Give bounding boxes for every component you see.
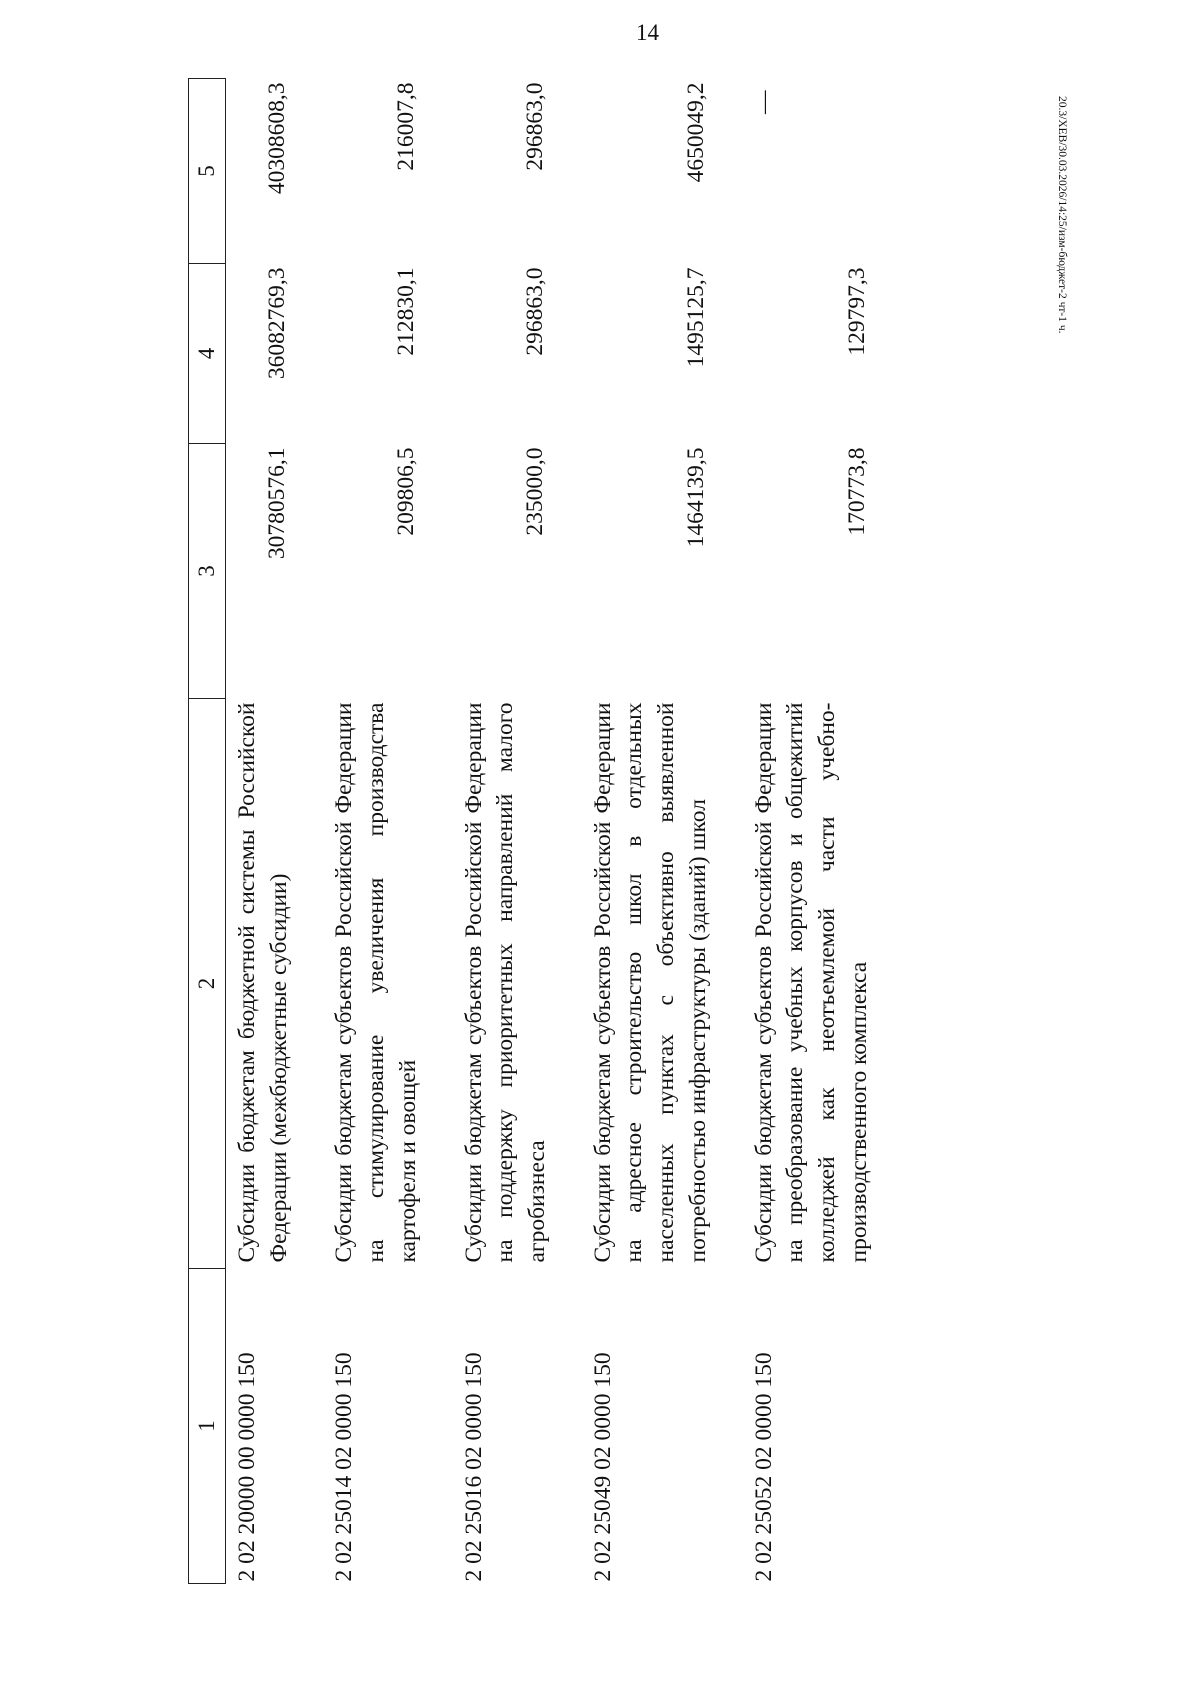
- value-col5: 4650049,2: [682, 82, 709, 183]
- value-col4: 212830,1: [392, 267, 419, 356]
- value-col4: 296863,0: [522, 267, 549, 356]
- value-col3: 1464139,5: [682, 447, 709, 548]
- row-description: Субсидии бюджетам субъектов Российской Федерации на преобразование учебных корпусов и общежитий колледжей как неотъемлемой части учебно-производственного комплекса: [750, 702, 872, 1263]
- table-row: [323, 79, 452, 1584]
- budget-code: 2 02 20000 00 0000 150: [234, 1352, 260, 1582]
- document-footer-code: 20.3/ХЕВ/30.03.2026/14:25/изм-бюджет-2 чт-1 ч.: [1056, 96, 1068, 334]
- dash-mark: —: [750, 90, 777, 114]
- page-number: 14: [636, 20, 659, 45]
- table-row: [743, 79, 904, 1584]
- row-description: Субсидии бюджетам субъектов Российской Федерации на стимулирование увеличения производства картофеля и овощей: [331, 702, 421, 1263]
- table-header-row: [189, 79, 226, 1584]
- value-col5: 216007,8: [392, 82, 419, 171]
- column-header: 3: [189, 444, 226, 699]
- budget-code: 2 02 25049 02 0000 150: [589, 1352, 616, 1582]
- value-col4: 129797,3: [843, 267, 870, 356]
- budget-code: 2 02 25014 02 0000 150: [331, 1352, 358, 1582]
- rotated-table-container: [188, 79, 988, 1584]
- value-col5: 40308608,3: [263, 82, 290, 195]
- value-col4: 1495125,7: [682, 267, 709, 368]
- row-description: Субсидии бюджетам субъектов Российской Федерации на поддержку приоритетных направлений малого агробизнеса: [460, 702, 551, 1263]
- budget-table: [188, 78, 904, 1584]
- budget-code: 2 02 25052 02 0000 150: [750, 1352, 777, 1582]
- column-header: 1: [189, 1269, 226, 1584]
- column-header: 5: [189, 79, 226, 264]
- value-col3: 235000,0: [522, 447, 549, 536]
- budget-code: 2 02 25016 02 0000 150: [460, 1352, 487, 1582]
- value-col3: 209806,5: [392, 447, 419, 536]
- value-col5: 296863,0: [522, 82, 549, 171]
- column-header: 4: [189, 264, 226, 444]
- table-row: [226, 79, 324, 1584]
- value-col5-dash: [743, 79, 904, 264]
- column-header: 2: [189, 699, 226, 1269]
- value-col3: 30780576,1: [263, 447, 290, 560]
- value-col4: 36082769,3: [263, 267, 290, 380]
- row-description: Субсидии бюджетам бюджетной системы Российской Федерации (межбюджетные субсидии): [234, 702, 292, 1263]
- table-row: [582, 79, 743, 1584]
- table-row: [453, 79, 582, 1584]
- row-description: Субсидии бюджетам субъектов Российской Федерации на адресное строительство школ в отдельных населенных пунктах с объективно выявленной потребностью инфраструктуры (зданий) школ: [589, 702, 711, 1263]
- value-col3: 170773,8: [843, 447, 870, 536]
